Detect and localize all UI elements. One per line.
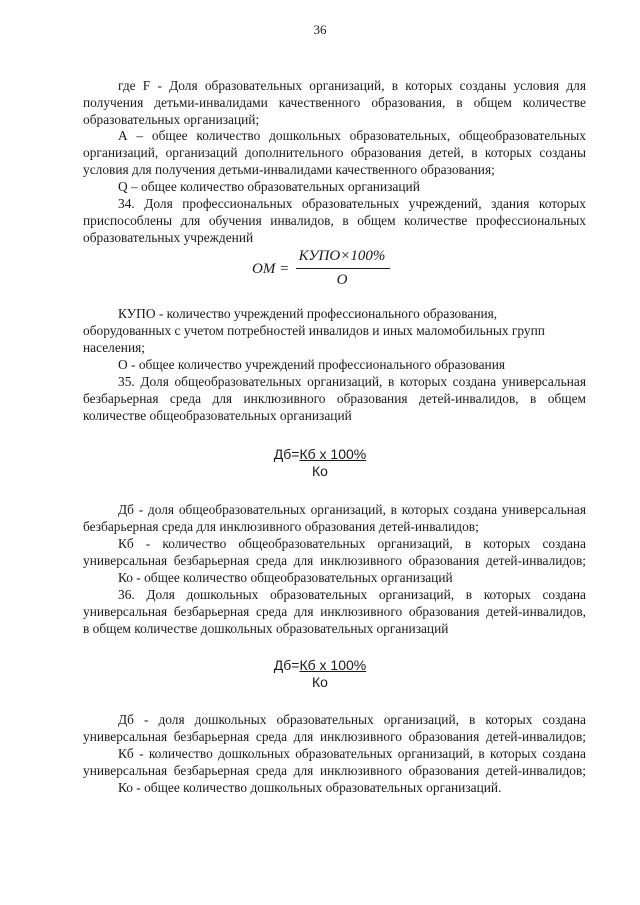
text-line: универсальная безбарьерная среда для инклюзивного образования детей-инвалидов; (83, 553, 586, 568)
text-line: образовательных организаций; (83, 112, 260, 127)
formula-om-denominator: О (336, 272, 348, 288)
formula-db-2-prefix: Дб= (273, 657, 300, 673)
formula-om-lhs: ОМ = (252, 261, 290, 277)
formula-db-2 (0, 657, 640, 673)
text-line: получения детьми-инвалидами качественного образования, в общем количестве (83, 95, 586, 110)
text-line: 35. Доля общеобразовательных организаций, в которых создана универсальная (118, 374, 586, 389)
text-line: 34. Доля профессиональных образовательных учреждений, здания которых (118, 196, 586, 211)
text-line: безбарьерная среда для инклюзивного образования детей-инвалидов, в общем (83, 391, 586, 406)
text-line: О - общее количество учреждений профессионального образования (118, 357, 506, 372)
text-line: универсальная безбарьерная среда для инклюзивного образования детей-инвалидов; (83, 763, 586, 778)
text-line: приспособлены для обучения инвалидов, в общем количестве профессиональных (83, 213, 586, 228)
text-line: 36. Доля дошкольных образовательных организаций, в которых создана (118, 587, 586, 602)
formula-om (252, 248, 402, 292)
formula-db-1 (0, 446, 640, 462)
text-line: Кб - количество дошкольных образовательных организаций, в которых создана (118, 746, 586, 761)
formula-db-1-prefix: Дб= (273, 446, 300, 462)
text-line: Дб - доля общеобразовательных организаций, в которых создана универсальная (118, 502, 586, 517)
text-line: безбарьерная среда для инклюзивного образования детей-инвалидов; (83, 519, 479, 534)
text-line: где F - Доля образовательных организаций, в которых созданы условия для (118, 78, 586, 93)
text-line: КУПО - количество учреждений профессионального образования, (118, 306, 498, 321)
text-line: условия для получения детьми-инвалидами качественного образования; (83, 162, 495, 177)
text-line: организаций, организаций дополнительного образования детей, в которых созданы (83, 145, 586, 160)
text-line: Ко - общее количество общеобразовательных организаций (118, 570, 453, 585)
formula-db-2-denominator: Ко (312, 674, 328, 690)
text-line: универсальная безбарьерная среда для инклюзивного образования детей-инвалидов; (83, 729, 586, 744)
text-line: Кб - количество общеобразовательных организаций, в которых создана (118, 536, 586, 551)
text-line: Ко - общее количество дошкольных образовательных организаций. (118, 780, 502, 795)
text-line: универсальная безбарьерная среда для инклюзивного образования детей-инвалидов, (83, 604, 586, 619)
text-line: Дб - доля дошкольных образовательных организаций, в которых создана (118, 712, 586, 727)
text-line: населения; (83, 340, 145, 355)
page-number: 36 (313, 22, 327, 37)
text-line: образовательных учреждений (83, 230, 254, 245)
fraction-bar (296, 268, 390, 269)
formula-db-2-numerator: Кб х 100% (299, 657, 367, 673)
text-line: оборудованных с учетом потребностей инвалидов и иных маломобильных групп (83, 323, 545, 338)
text-line: в общем количестве дошкольных образовательных организаций (83, 621, 449, 636)
text-line: количестве общеобразовательных организаций (83, 408, 352, 423)
formula-db-1-denominator: Ко (312, 463, 328, 479)
formula-om-numerator: КУПО×100% (298, 248, 386, 264)
formula-db-1-numerator: Кб х 100% (299, 446, 367, 462)
text-line: Q – общее количество образовательных организаций (118, 179, 420, 194)
text-line: А – общее количество дошкольных образовательных, общеобразовательных (118, 128, 586, 143)
